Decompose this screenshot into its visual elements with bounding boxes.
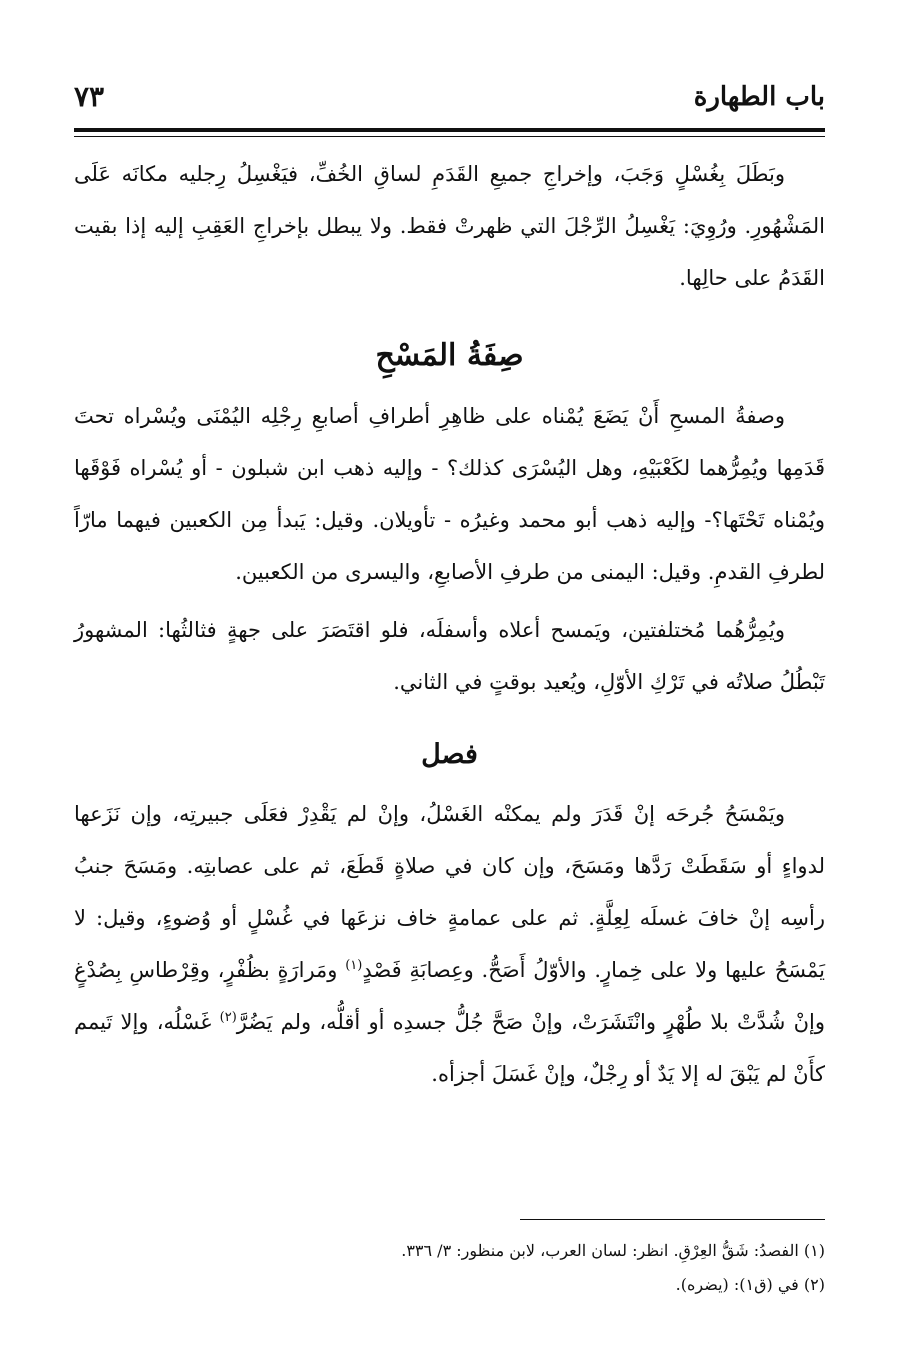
page-header bbox=[74, 74, 825, 114]
footnote-1: (١) الفصدُ: شَقُّ العِرْقِ. انظر: لسان العرب، لابن منظور: ٣/ ٣٣٦. bbox=[401, 1241, 825, 1260]
footnotes bbox=[74, 1234, 825, 1302]
header-rule-thick bbox=[74, 128, 825, 132]
footnote-ref-1[interactable]: (١) bbox=[345, 958, 363, 973]
main-text bbox=[74, 148, 825, 1100]
footnote-separator bbox=[520, 1219, 825, 1220]
paragraph-3: ويُمِرُّهُما مُختلفتين، ويَمسح أعلاه وأسفلَه، فلو اقتَصَرَ على جهةٍ فثالثُها: المشهورُ تَبْطُلُ صلاتُه في تَرْكِ الأوّلِ، ويُعيد بوقتٍ في الثاني. bbox=[74, 618, 825, 694]
footnote-2: (٢) في (ق١): (يضره). bbox=[675, 1275, 825, 1294]
section-heading-masah: صِفَةُ المَسْحِ bbox=[375, 338, 524, 373]
section-heading-fasl: فصل bbox=[421, 739, 478, 770]
paragraph-4-part-a: ويَمْسَحُ جُرحَه إنْ قَدَرَ ولم يمكنْه الغَسْلُ، وإنْ لم يَقْدِرْ فعَلَى جبيرتِه، وإن نَزَعها لدواءٍ أو سَقَطَتْ رَدَّها ومَسَحَ، وإن كان في صلاةٍ قَطَعَ، ثم على عصابتِه. ومَسَحَ جنبُ رأسِه إنْ خافَ غسلَه لِعِلَّةٍ. ثم على عمامةٍ خاف نزعَها في غُسْلٍ أو وُضوءٍ، وقيل: لا يَمْسَحُ عليها ولا على خِمارٍ. والأوّلُ أَصَحُّ. وعِصابَةِ فَصْدٍ bbox=[74, 802, 825, 982]
paragraph-2: وصفةُ المسحِ أَنْ يَضَعَ يُمْناه على ظاهِرِ أطرافِ أصابعِ رِجْلِه اليُمْنَى ويُسْراه تحتَ قَدَمِها ويُمِرُّهما لكَعْبَيْهِ، وهل اليُسْرَى كذلك؟ - وإليه ذهب ابن شبلون - أو يُسْراه فَوْقَها ويُمْناه تَحْتَها؟- وإليه ذهب أبو محمد وغيرُه - تأويلان. وقيل: يَبدأ مِن الكعبين فيهما مارّاً لطرفِ القدمِ. وقيل: اليمنى من طرفِ الأصابعِ، واليسرى من الكعبين. bbox=[74, 404, 825, 584]
chapter-title: باب الطهارة bbox=[693, 82, 825, 112]
header-rule-thin bbox=[74, 136, 825, 137]
footnote-ref-2[interactable]: (٢) bbox=[219, 1010, 237, 1025]
paragraph-4-part-c: غَسْلُه، وإلا تَيمم كأَنْ لم يَبْقَ له إلا يَدٌ أو رِجْلٌ، وإنْ غَسَلَ أجزأه. bbox=[74, 1010, 825, 1086]
paragraph-1: وبَطَلَ بِغُسْلٍ وَجَبَ، وإخراجِ جميعِ القَدَمِ لساقِ الخُفِّ، فيَغْسِلُ رِجليه مكانَه عَلَى المَشْهُورِ. ورُوِيَ: يَغْسِلُ الرِّجْلَ التي ظهرتْ فقط. ولا يبطل بإخراجِ العَقِبِ إليه إذا بقيت القَدَمُ على حالِها. bbox=[74, 162, 825, 290]
paragraph-4-part-b: ومَرارَةٍ بظُفْرٍ، وقِرْطاسِ بِصُدْغٍ وإنْ شُدَّتْ بلا طُهْرٍ وانْتَشَرَتْ، وإنْ صَحَّ جُلُّ جسدِه أو أقلُّه، ولم يَضُرَّ bbox=[74, 958, 825, 1034]
paragraph-4 bbox=[74, 788, 825, 1100]
page-number: ٧٣ bbox=[74, 80, 105, 113]
